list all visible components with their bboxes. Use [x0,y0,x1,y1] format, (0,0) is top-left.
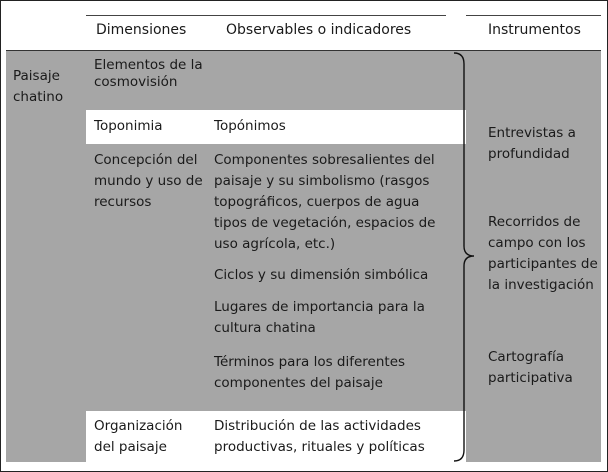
indicator-ciclos: Ciclos y su dimensión simbólica [214,267,429,283]
header-dimensiones: Dimensiones [96,22,187,38]
dimension-concepcion: Concepción del mundo y uso de recursos [94,152,203,210]
category-label: Paisaje chatino [13,68,64,105]
indicator-terminos: Términos para los diferentes componentes del paisaje [214,354,406,391]
dimension-toponimia: Toponimia [94,118,163,134]
brace-icon [452,52,482,462]
instrumento-entrevistas: Entrevistas a profundidad [488,125,576,162]
top-rule-right [466,15,601,16]
dimension-organizacion: Organización del paisaje [94,418,183,455]
indicator-componentes: Componentes sobresalientes del paisaje y su simbolismo (rasgos topográficos, cuerpos de agua tipos de vegetación, espacios de uso agrícola, etc.) [214,152,436,252]
instrumento-cartografia: Cartografía participativa [488,349,573,386]
top-rule-left [86,15,446,16]
indicator-lugares: Lugares de importancia para la cultura chatina [214,299,425,336]
header-observables: Observables o indicadores [226,22,412,38]
indicator-distribucion: Distribución de las actividades productivas, rituales y políticas [214,418,425,455]
instrumento-recorridos: Recorridos de campo con los participantes de la investigación [488,214,598,293]
header-instrumentos: Instrumentos [488,22,581,38]
indicator-toponimos: Topónimos [214,118,286,134]
dimension-cosmovision: Elementos de la cosmovisión [94,57,203,90]
